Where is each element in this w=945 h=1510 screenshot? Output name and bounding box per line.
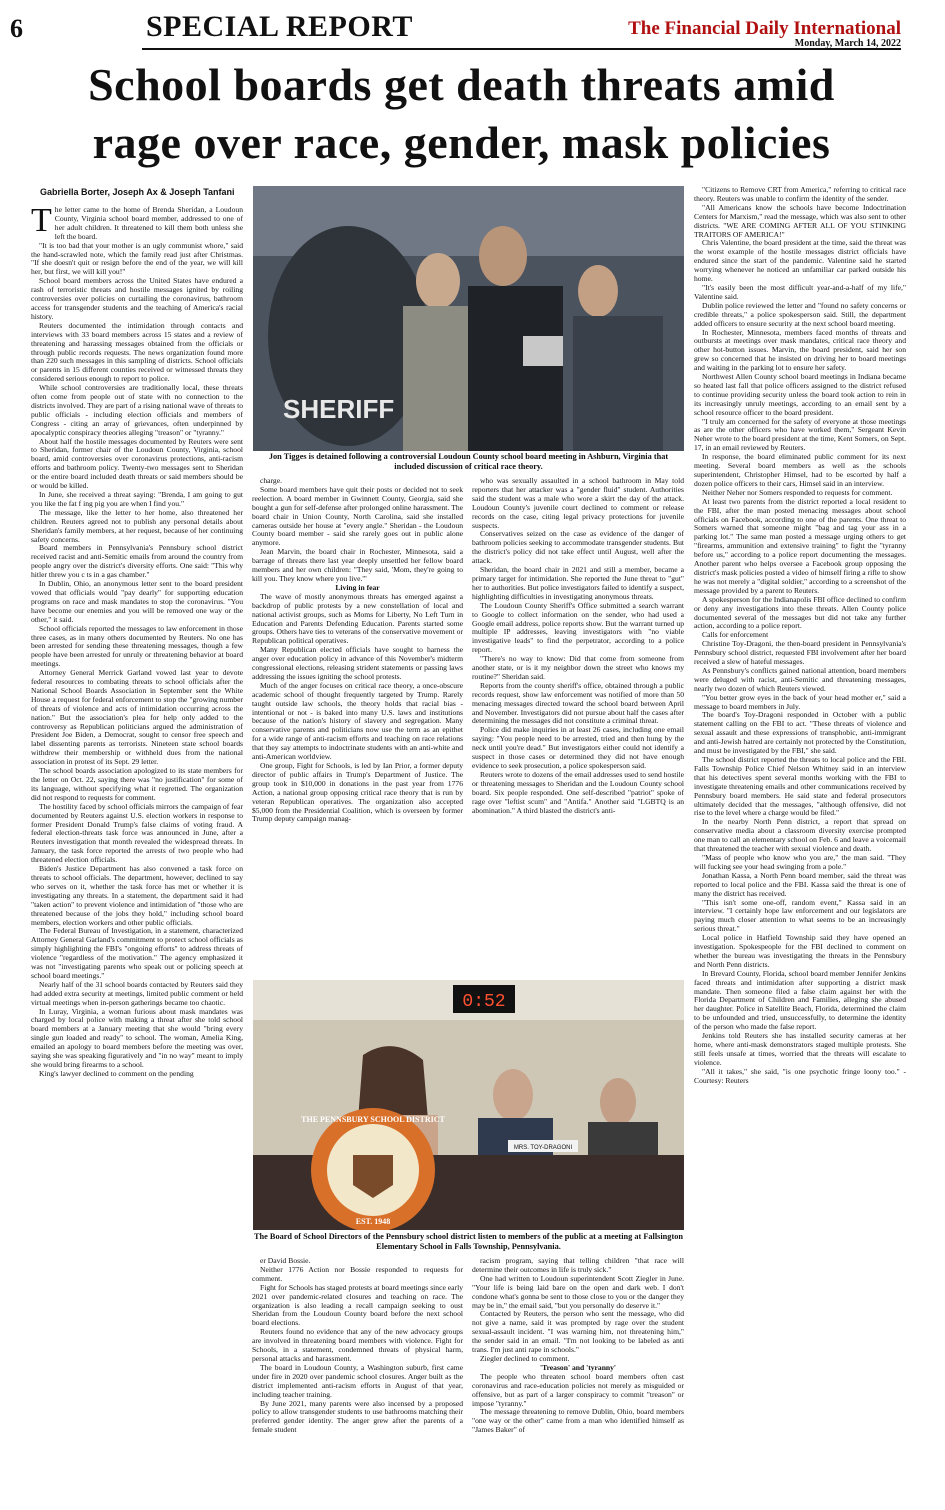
article-paragraph: "All it takes," she said, "is one psychotic fringe loony too." -Courtesy: Reuters [694, 1066, 906, 1085]
article-paragraph: Many Republican elected officials have sought to harness the anger over education policy in advance of this November's midterm congressional elections, releasing strident statements or passing laws addressing the issues igniting the school protests. [252, 645, 463, 681]
article-paragraph: Fight for Schools has staged protests at board meetings since early 2021 over pandemic-related closures and teaching on race. The organization is also leading a recall campaign seeking to oust Sheridan from the Loudoun County board before the next school board elections. [252, 1282, 463, 1328]
article-paragraph: Chris Valentine, the board president at the time, said the threat was the worst example of the hostile messages district officials have endured since the start of the pandemic. Valentine said he started worrying whenever he noticed an unfamiliar car parked outside his home. [694, 238, 906, 284]
article-paragraph: Northwest Allen County school board meetings in Indiana became so heated last fall that police officers assigned to the district refused to continue providing security unless the board took action to rein in its increasingly unruly meetings, according to an email sent by a school resource officer to the board president. [694, 372, 906, 417]
article-paragraph: Contacted by Reuters, the person who sent the message, who did not give a name, said it was prompted by rage over the student sexual-assault incident. "I was warning him, not threatening him," the sender said in an email. "I'm not looking to be labeled as anti trans. I'm just anti rape in schools." [472, 1309, 684, 1355]
article-paragraph: One group, Fight for Schools, is led by Ian Prior, a former deputy director of public affairs in Trump's Department of Justice. The group took in $10,000 in donations in the past year from 1776 Action, a national group opposing critical race theory that is run by veteran Republican operatives. The organization also accepted $5,000 from the Presidential Coalition, which is overseen by former Trump deputy campaign manag- [252, 761, 463, 824]
article-paragraph: School officials reported the messages to law enforcement in those three cases, as in many others documented by Reuters. No one has been arrested for sending these threatening messages, though a few people have been arrested for unruly or threatening behavior at board meetings. [31, 623, 243, 669]
header-rule [142, 48, 901, 50]
article-paragraph: charge. [260, 477, 282, 485]
article-paragraph: Reuters documented the intimidation through contacts and interviews with 33 board members across 15 states and a review of threatening and harassing messages obtained from the officials or through public records requests. The news organization found more than 220 such messages in this sampling of districts. School officials or parents in 15 different counties received or witnessed threats they considered serious enough to report to police. [31, 320, 243, 384]
headline-line-1: School boards get death threats amid [88, 59, 835, 110]
article-paragraph: At least two parents from the district reported a local resident to the FBI, after the man posted menacing messages about school officials on Facebook, according to one of the parents. One threat to Somers warned that someone might "bag and tag your ass in a parking lot." The same man posted a message urging others to get "firearms, ammunition and extensive training" to fight the "tyranny before us," according to a police report documenting the messages. Another parent who helps oversee a Facebook group opposing the district's mask policies posted a video of himself firing a rifle to show he was not merely a "digital soldier," according to a screenshot of the message provided by a parent to Reuters. [694, 496, 906, 595]
article-paragraph: Attorney General Merrick Garland vowed last year to devote federal resources to combating threats to school officials after the National School Boards Association in September sent the White House a request for federal enforcement to stop the "growing number of threats of violence and acts of intimidation occurring across the nation." But the association's plea for help only added to the controversy as Republican politicians argued the administration of President Joe Biden, a Democrat, sought to censor free speech and label dissenting parents as terrorists. Nineteen state school boards withdrew their membership or withheld dues from the national association in protest of its Sept. 29 letter. [31, 668, 243, 767]
newspaper-name: The Financial Daily International [628, 18, 901, 39]
article-paragraph: The wave of mostly anonymous threats has emerged against a backdrop of public protests by a new constellation of local and national activist groups, such as Moms for Liberty, No Left Turn in Education and Parents Defending Education. Parents started some groups. Others have ties to veterans of the conservative movement or Republican political operatives. [252, 591, 463, 646]
article-paragraph: In response, the board eliminated public comment for its next meeting. Several board members as well as the schools superintendent, Christopher Himsel, had to be escorted by half a dozen police officers to their cars, Himsel said in an interview. [694, 452, 906, 488]
article-paragraph: Conservatives seized on the case as evidence of the danger of bathroom policies seeking to accommodate transgender students. But the district's policy did not take effect until August, well after the attack. [472, 529, 684, 566]
article-paragraph: who was sexually assaulted in a school bathroom in May told reporters that her attacker was a "gender fluid" student. Authorities said the student was a male who wore a skirt the day of the attack. Loudoun County's juvenile court declined to comment or release records on the case, citing legal privacy protections for juvenile suspects. [472, 477, 684, 530]
article-column-4 [694, 186, 906, 1504]
article-paragraph: Police did make inquiries in at least 26 cases, including one email saying: "You people need to be arrested, tried and then hung by the neck until you're dead." But investigators either could not identify a suspect in those cases or determined they did not have enough evidence to seek prosecution, a police spokesperson said. [472, 725, 684, 770]
article-column-2-lower [252, 1257, 463, 1503]
article-column-2 [252, 477, 463, 970]
article-paragraph: Biden's Justice Department has also convened a task force on threats to school officials. The department, however, declined to say who serves on it, whether the task force has met or whether it is investigating any threats. In a statement, the department said it had "taken action" to prevent violence and intimidation of "those who are threatened because of the jobs they hold," including school board members, election workers and other public officials. [31, 864, 243, 927]
article-paragraph: Sheridan, the board chair in 2021 and still a member, became a primary target for intimidation. She reported the June threat to "gut" her to authorities. But police investigators failed to identify a suspect, highlighting difficulties in investigating anonymous threats. [472, 565, 684, 601]
byline: Gabriella Borter, Joseph Ax & Joseph Tanfani [40, 187, 235, 197]
article-paragraph: While school controversies are traditionally local, these threats often come from people out of state with no connection to the districts involved. They are part of a rising national wave of threats to public officials - including election officials and members of Congress - citing an array of grievances, often underpinned by apocalyptic conspiracy theories alleging "treason" or "tyranny." [31, 383, 243, 437]
headline-line-2: rage over race, gender, mask policies [92, 117, 831, 168]
article-paragraph: A spokesperson for the Indianapolis FBI office declined to confirm or deny any investigations into these threats. Allen County police documented several of the messages but did not take any further action, according to a police report. [694, 594, 906, 631]
article-paragraph: The hostility faced by school officials mirrors the campaign of fear documented by Reuters against U.S. election workers in response to former President Donald Trump's false claims of voting fraud. A federal election-threats task force was announced in June, after a Reuters investigation that month revealed the widespread threats. In January, the task force reported the arrests of two people who had threatened election officials. [31, 801, 243, 865]
photo-1-caption: Jon Tigges is detained following a controversial Loudoun County school board meeting in Ashburn, Virginia that included discussion of critical race theory. [268, 452, 669, 471]
page-number: 6 [10, 14, 23, 43]
article-paragraph: By June 2021, many parents were also incensed by a proposed policy to allow transgender students to use bathrooms matching their preferred gender identity. The anger grew after the parents of a female student [252, 1398, 463, 1435]
article-paragraph: racism program, saying that telling children "that race will determine their outcomes in life is truly sick." [472, 1257, 684, 1274]
article-paragraph: As Pennsbury's conflicts gained national attention, board members were deluged with racist, anti-Semitic and threatening messages, nearly two dozen of which Reuters viewed. [694, 665, 906, 693]
article-paragraph: "This isn't some one-off, random event," Kassa said in an interview. "I certainly hope law enforcement and our legislators are paying much closer attention to what seems to be an increasingly serious threat." [694, 897, 906, 934]
article-paragraph: Some board members have quit their posts or decided not to seek reelection. A board member in Gwinnett County, Georgia, said she bought a gun for self-defense after prolonged online harassment. The board chair in Union County, North Carolina, said she installed cameras outside her house at "every angle." Sheridan - the Loudoun County board member - said she rarely goes out in public alone anymore. [252, 484, 463, 548]
photo-sheriff-arrest [253, 186, 684, 451]
article-paragraph: Nearly half of the 31 school boards contacted by Reuters said they had added extra security at meetings, limited public comment or held virtual meetings when in-person gatherings became too chaotic. [31, 979, 243, 1007]
section-title: SPECIAL REPORT [146, 10, 413, 43]
drop-cap: T [31, 206, 52, 239]
article-paragraph: Calls for enforcement [702, 630, 769, 640]
article-paragraph: The people who threaten school board members often cast coronavirus and race-education policies not merely as misguided or offensive, but as part of a larger conspiracy to commit "treason" or impose "tyranny." [472, 1371, 684, 1408]
article-column-1 [31, 206, 243, 1502]
article-paragraph: In June, she received a threat saying: "Brenda, I am going to gut you like the fat f ing pig you are when I find you." [31, 490, 243, 508]
photo-2-caption: The Board of School Directors of the Pennsbury school district listen to members of the public at a meeting at Fallsington Elementary School in Falls Township, Pennsylvania. [254, 1232, 683, 1251]
article-paragraph: "Mass of people who know who you are," the man said. "They will fucking see your head swinging from a pole." [694, 852, 906, 871]
article-paragraph: The Federal Bureau of Investigation, in a statement, characterized Attorney General Garland's commitment to protect school officials as simply highlighting the FBI's "ongoing efforts" to address threats of violence "regardless of the motivation." The agency emphasized it was not "investigating parents who speak out or policing speech at school board meetings." [31, 926, 243, 980]
timer-display: 0:52 [462, 992, 506, 1012]
article-paragraph: About half the hostile messages documented by Reuters were sent to Sheridan, former chair of the Loudoun County, Virginia, school board, amid controversies over coronavirus protections, anti-racism efforts and bathroom policy. Twenty-two messages sent to Sheridan or the entire board included death threats or said members should be or would be killed. [31, 436, 243, 491]
article-paragraph: "You better grow eyes in the back of your head mother er," said a message to board members in July. [694, 692, 906, 711]
issue-date: Monday, March 14, 2022 [794, 38, 901, 49]
article-paragraph: Board members in Pennsylvania's Pennsbury school district received racist and anti-Semitic emails from around the country from people angry over the district's diversity efforts. One said: "This why hitler threw you c ts in a gas chamber." [31, 543, 243, 580]
photo-pennsbury-board [253, 980, 684, 1230]
subheading: Living in fear [335, 582, 380, 592]
sheriff-badge-text: SHERIFF [283, 394, 395, 424]
article-paragraph: Jonathan Kassa, a North Penn board member, said the threat was reported to local police and the FBI. Kassa said the threat is one of many the district has received. [694, 870, 906, 898]
article-paragraph: The board's Toy-Dragoni responded in October with a public statement calling on the FBI to act. "These threats of violence and sexual assault and these expressions of transphobic, anti-immigrant and anti-Jewish hatred are certainly not protected by the Constitution, and must be investigated by the FBI," she said. [694, 710, 906, 756]
headline [18, 56, 905, 172]
article-paragraph: "It's easily been the most difficult year-and-a-half of my life," Valentine said. [694, 282, 906, 301]
article-paragraph: "I truly am concerned for the safety of everyone at those meetings as are the other officers who have worked them," Sergeant Kevin Neher wrote to the board president at the time, Kent Somers, on Sept. 17, in an email reviewed by Reuters. [694, 416, 906, 453]
article-paragraph: Dublin police reviewed the letter and "found no safety concerns or credible threats," a police spokesperson said. Still, the department added officers to ensure security at the next school board meeting. [694, 300, 906, 328]
seal-est: EST. 1948 [355, 1217, 391, 1226]
article-column-3 [472, 477, 684, 970]
article-paragraph: "There's no way to know: Did that come from someone from another state, or is it my neighbor down the street who knows my routine?" Sheridan said. [472, 654, 684, 681]
article-paragraph: "It is too bad that your mother is an ugly communist whore," said the hand-scrawled note, which the family read just after Christmas. "If she doesn't quit or resign before the end of the year, we will kill her, but first, we will kill you!" [31, 240, 243, 277]
article-paragraph: The board in Loudoun County, a Washington suburb, first came under fire in 2020 over pandemic school closures. Anger built as the district implemented anti-racism efforts in August of that year, including teacher training. [252, 1362, 463, 1399]
article-paragraph: In Rochester, Minnesota, members faced months of threats and outbursts at meetings over mask mandates, critical race theory and other hot-button issues. Marvin, the board president, said her son grew so concerned that he insisted on driving her to board meetings and waiting in the parking lot to ensure her safety. [694, 327, 906, 373]
article-paragraph: School board members across the United States have endured a rash of terroristic threats and hostile messages ignited by roiling controversies over policies on curtailing the coronavirus, bathroom access for transgender students and the teaching of America's racial history. [31, 276, 243, 321]
article-paragraph: In Brevard County, Florida, school board member Jennifer Jenkins faced threats and intimidation after supporting a district mask mandate. Then someone filed a false claim against her with the Florida Department of Children and Families, alleging she abused her daughter. Police in Satellite Beach, Florida, determined the claim to be unfounded and tried, unsuccessfully, to determine the identity of the person who made the false report. [694, 968, 906, 1032]
article-paragraph: In the nearby North Penn district, a report that spread on conservative media about a classroom diversity exercise prompted one man to call an elementary school on Feb. 6 and leave a voicemail that threatened the teacher with sexual violence and death. [694, 817, 906, 854]
article-paragraph: The school district reported the threats to local police and the FBI. Falls Township Police Chief Nelson Whitney said in an interview that his detectives spent several months working with the FBI to investigate threatening emails and other communications received by Pennsbury board members. He said state and federal prosecutors ultimately decided that the messages, "although offensive, did not rise to the level where a charge would be filed." [694, 755, 906, 818]
article-paragraph: er David Bossie. [260, 1257, 311, 1265]
article-paragraph: "Citizens to Remove CRT from America," referring to critical race theory. Reuters was unable to confirm the identity of the sender. [694, 186, 906, 203]
article-paragraph: In Dublin, Ohio, an anonymous letter sent to the board president vowed that officials would "pay dearly" for supporting education programs on race and mask mandates to stop the coronavirus. "You have become our enemies and you will be removed one way or the other," it said. [31, 579, 243, 624]
article-paragraph: Local police in Hatfield Township said they have opened an investigation. Spokespeople for the FBI declined to comment on whether the bureau was investigating the threats in the Pennsbury and North Penn districts. [694, 933, 906, 969]
nameplate-text: MRS. TOY-DRAGONI [513, 1145, 573, 1151]
article-paragraph: The letter came to the home of Brenda Sheridan, a Loudoun County, Virginia school board member, addressed to one of her adult children. It threatened to kill them both unless she left the board. [31, 206, 243, 241]
article-paragraph: Reuters found no evidence that any of the new advocacy groups are involved in threatening board members with violence. Fight for Schools, in a statement, condemned threats of physical harm, personal attacks and harassment. [252, 1327, 463, 1363]
article-paragraph: Neither Neher nor Somers responded to requests for comment. [702, 487, 893, 497]
article-paragraph: Much of the anger focuses on critical race theory, a once-obscure academic school of thought frequently targeted by Trump. Rarely taught outside law schools, the theory holds that racial bias - intentional or not - is baked into many U.S. laws and institutions because of the nation's history of slavery and segregation. Many conservative parents and politicians now use the term as an epithet for a wide range of anti-racism efforts and teaching on race relations that they say attempts to indoctrinate students with an anti-white and anti-American worldview. [252, 680, 463, 762]
article-column-3-lower [472, 1257, 684, 1503]
article-paragraph: Neither 1776 Action nor Bossie responded to requests for comment. [252, 1264, 463, 1283]
article-paragraph: Christine Toy-Dragoni, the then-board president in Pennsylvania's Pennsbury school district, requested FBI involvement after her board received a slew of hateful messages. [694, 639, 906, 667]
subheading: 'Treason' and 'tyranny' [539, 1362, 617, 1372]
article-paragraph: Ziegler declined to comment. [480, 1353, 570, 1363]
article-paragraph: The message threatening to remove Dublin, Ohio, board members "one way or the other" came from a man who identified himself as "James Baker" of [472, 1407, 684, 1435]
article-paragraph: In Luray, Virginia, a woman furious about mask mandates was charged by local police with making a threat after she told school board members at a January meeting that she would "bring every single gun loaded and ready" to school. The woman, Amelia King, emailed an apology to board members before the meeting was over, saying she was speaking figuratively and "in no way" meant to imply she would bring firearms to a school. [31, 1006, 243, 1069]
seal-text: THE PENNSBURY SCHOOL DISTRICT [301, 1115, 445, 1124]
article-paragraph: The school boards association apologized to its state members for the letter on Oct. 22, saying there was "no justification" for some of its language, without specifying what it regretted. The organization did not respond to requests for comment. [31, 766, 243, 802]
article-paragraph: Reuters wrote to dozens of the email addresses used to send hostile or threatening messages to Sheridan and the Loudoun County school board. Six people responded. One self-described "patriot" spoke of rage over "leftist scum" and "Antifa." Another said "LGBTQ is an abomination." A third blasted the district's anti- [472, 769, 684, 815]
article-paragraph: One had written to Loudoun superintendent Scott Ziegler in June. "Your life is being laid bare on the open and dark web. I don't condone what's gonna be sent to those close to you or the danger they may be in," the email said, "but you personally do deserve it." [472, 1273, 684, 1310]
article-paragraph: Jean Marvin, the board chair in Rochester, Minnesota, said a barrage of threats there last year deeply unsettled her fellow board members and her own children: "They said, 'Mom, they're going to kill you. They know where you live.'" [252, 547, 463, 583]
article-paragraph: Jenkins told Reuters she has installed security cameras at her home, where anti-mask demonstrators staged multiple protests. She still feels unsafe at times, worried that the threats will escalate to violence. [694, 1031, 906, 1067]
article-paragraph: The message, like the letter to her home, also threatened her children. Reuters agreed not to publish any personal details about Sheridan's family members, at her request, because of her continuing safety concerns. [31, 507, 243, 544]
article-paragraph: "All Americans know the schools have become Indoctrination Centers for Marxism," read the message, which was also sent to other districts. "WE ARE COMING AFTER ALL OF YOU STINKING TRAITORS OF AMERICA!" [694, 202, 906, 239]
article-paragraph: King's lawyer declined to comment on the pending [39, 1068, 194, 1078]
article-paragraph: The Loudoun County Sheriff's Office submitted a search warrant to Google to collect information on the sender, who had used a Google email address, police reports show. But the warrant turned up multiple IP addresses, leaving investigators with "no viable investigative leads" to find the perpetrator, according to a police report. [472, 600, 684, 655]
article-paragraph: Reports from the county sheriff's office, obtained through a public records request, show law enforcement was notified of more than 50 menacing messages directed toward the school board between April and November. Investigators did not pursue about half the cases after determining the messages did not constitute a criminal threat. [472, 680, 684, 726]
